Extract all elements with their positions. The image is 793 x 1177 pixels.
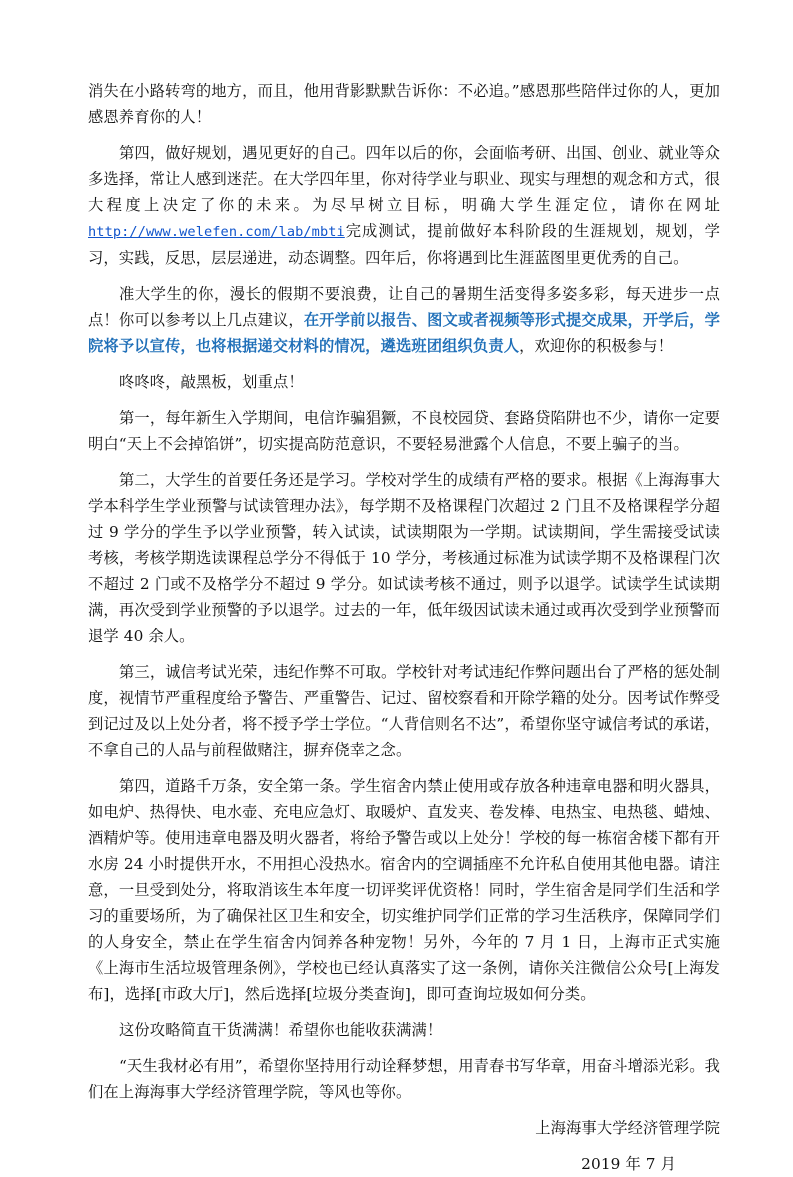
paragraph-summary: 这份攻略简直干货满满！希望你也能收获满满！ [119, 1021, 443, 1039]
signature: 上海海事大学经济管理学院 [535, 1119, 720, 1137]
summer-text-before: 准大学生的你，漫长的假期不要浪费，让自己的暑期生活变得多姿多彩，每天进步一点点！你可以参考以上几点建议， [88, 285, 720, 329]
paragraph-fraud-warning: 第一，每年新生入学期间，电信诈骗猖獗，不良校园贷、套路贷陷阱也不少，请你一定要明白“天上不会掉馅饼”，切实提高防范意识，不要轻易泄露个人信息，不要上骗子的当。 [88, 409, 720, 453]
planning-text-after: 完成测试，提前做好本科阶段的生涯规划，规划，学习，实践，反思，层层递进，动态调整。四年后，你将遇到比生涯蓝图里更优秀的自己。 [88, 222, 720, 267]
paragraph-exam-integrity: 第三，诚信考试光荣，违纪作弊不可取。学校针对考试违纪作弊问题出台了严格的惩处制度，视情节严重程度给予警告、严重警告、记过、留校察看和开除学籍的处分。因考试作弊受到记过及以上处分者，将不授予学士学位。“人背信则名不达”，希望你坚守诚信考试的承诺，不拿自己的人品与前程做赌注，摒弃侥幸之念。 [88, 663, 720, 759]
paragraph-closing: “天生我材必有用”，希望你坚持用行动诠释梦想，用青春书写华章，用奋斗增添光彩。我们在上海海事大学经济管理学院，等风也等你。 [88, 1057, 720, 1101]
date: 2019 年 7 月 [581, 1155, 676, 1173]
mbti-test-link[interactable]: http://www.welefen.com/lab/mbti [88, 224, 345, 240]
paragraph-key-points-intro: 咚咚咚，敲黑板，划重点！ [119, 373, 304, 391]
paragraph-planning [88, 140, 720, 271]
summer-text-after: ，欢迎你的积极参与！ [519, 337, 674, 355]
summer-highlight: 在开学前以报告、图文或者视频等形式提交成果，开学后，学院将予以宣传，也将根据递交材料的情况，遴选班团组织负责人 [88, 311, 720, 355]
planning-text-before: 第四，做好规划，遇见更好的自己。四年以后的你，会面临考研、出国、创业、就业等众多选择，常让人感到迷茫。在大学四年里，你对待学业与职业、现实与理想的观念和方式，很大程度上决定了你的未来。为尽早树立目标，明确大学生涯定位，请你在网址 [88, 144, 720, 214]
paragraph-dorm-safety: 第四，道路千万条，安全第一条。学生宿舍内禁止使用或存放各种违章电器和明火器具，如电炉、热得快、电水壶、充电应急灯、取暖炉、直发夹、卷发棒、电热宝、电热毯、蜡烛、酒精炉等。使用违章电器及明火器者，将给予警告或以上处分！学校的每一栋宿舍楼下都有开水房 24 小时提供开水，不用担心没热水。宿舍内的空调插座不允许私自使用其他电器。请注意，一旦受到处分，将取消该生本年度一切评奖评优资格！同时，学生宿舍是同学们生活和学习的重要场所，为了确保社区卫生和安全，切实维护同学们正常的学习生活秩序，保障同学们的人身安全，禁止在学生宿舍内饲养各种宠物！另外，今年的 7 月 1 日，上海市正式实施《上海市生活垃圾管理条例》，学校也已经认真落实了这一条例，请你关注微信公众号[上海发布]，选择[市政大厅]，然后选择[垃圾分类查询]，即可查询垃圾如何分类。 [88, 777, 720, 1003]
paragraph-gratitude: 消失在小路转弯的地方，而且，他用背影默默告诉你：不必追。”感恩那些陪伴过你的人，更加感恩养育你的人！ [88, 82, 720, 126]
document-page [88, 78, 720, 1177]
paragraph-summer-advice [88, 281, 720, 359]
paragraph-study-rules: 第二，大学生的首要任务还是学习。学校对学生的成绩有严格的要求。根据《上海海事大学本科学生学业预警与试读管理办法》，每学期不及格课程门次超过 2 门且不及格课程学分超过 9 学分的学生予以学业预警，转入试读，试读期限为一学期。试读期间，学生需接受试读考核，考核学期选读课程总学分不得低于 10 学分，考核通过标准为试读学期不及格课程门次不超过 2 门或不及格学分不超过 9 学分。如试读考核不通过，则予以退学。试读学生试读期满，再次受到学业预警的予以退学。过去的一年，低年级因试读未通过或再次受到学业预警而退学 40 余人。 [88, 471, 720, 645]
